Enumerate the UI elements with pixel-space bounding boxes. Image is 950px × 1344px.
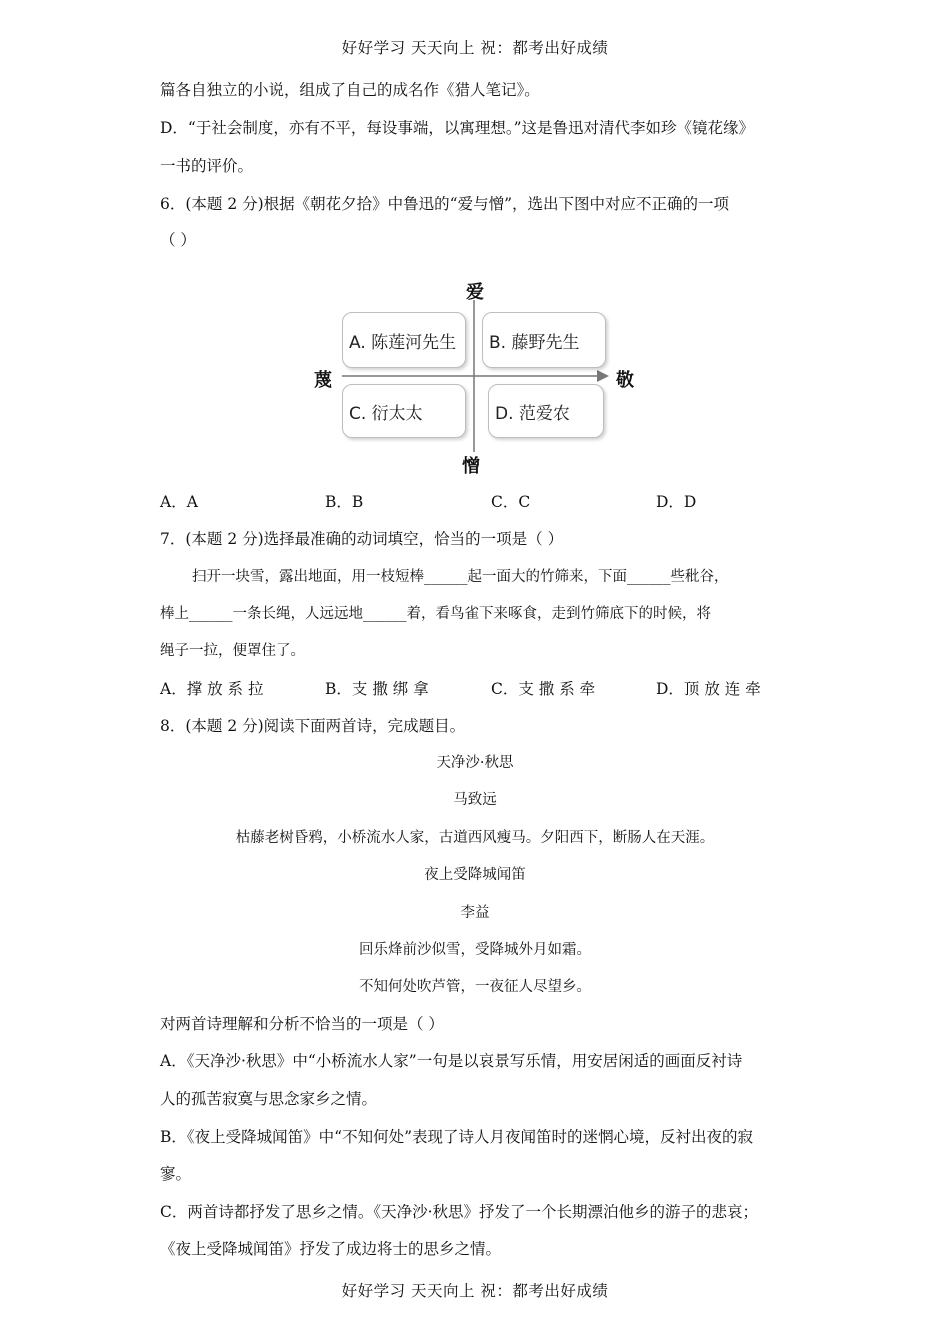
option-d-line: D．“于社会制度，亦有不平，每设事端，以寓理想。”这是鲁迅对清代李如珍《镜花缘》 (160, 119, 755, 137)
poem1-author: 马致远 (453, 792, 497, 808)
love-hate-diagram (300, 270, 650, 480)
poem2-author: 李益 (460, 905, 490, 921)
question-6-bracket: （ ） (160, 231, 196, 249)
poem1-text: 枯藤老树昏鸦，小桥流水人家，古道西风瘦马。夕阳西下，断肠人在天涯。 (235, 830, 715, 846)
q7-passage-line: 棒上______一条长绳，人远远地______着，看鸟雀下来啄食，走到竹筛底下的时候，将 (160, 606, 711, 622)
q8-option-c: C．两首诗都抒发了思乡之情。《天净沙·秋思》抒发了一个长期漂泊他乡的游子的悲哀； (160, 1203, 759, 1221)
axis-label-left: 蔑 (314, 370, 332, 391)
question-8-prompt: 对两首诗理解和分析不恰当的一项是（ ） (160, 1015, 444, 1033)
axis-label-top: 爱 (466, 282, 484, 303)
q6-option-c: C．C (491, 493, 531, 511)
q8-option-b-cont: 寥。 (160, 1165, 192, 1183)
q8-option-a: A．《天净沙·秋思》中“小桥流水人家”一句是以哀景写乐情，用安居闲适的画面反衬诗 (160, 1052, 743, 1070)
q8-option-b: B．《夜上受降城闻笛》中“不知何处”表现了诗人月夜闻笛时的迷惘心境，反衬出夜的寂 (160, 1128, 753, 1146)
diagram-box-a: A. 陈莲河先生 (342, 312, 466, 368)
page-footer: 好好学习 天天向上 祝：都考出好成绩 (341, 1282, 609, 1300)
axis-label-bottom: 憎 (462, 456, 480, 477)
q7-passage-line: 扫开一块雪，露出地面，用一枝短棒______起一面大的竹筛来，下面______些秕谷， (192, 569, 729, 585)
q7-option-a: A．撑 放 系 拉 (160, 680, 264, 698)
q8-option-c-cont: 《夜上受降城闻笛》抒发了成边将士的思乡之情。 (160, 1240, 502, 1258)
q6-option-d: D．D (656, 493, 697, 511)
question-8: 8．(本题 2 分)阅读下面两首诗，完成题目。 (160, 717, 466, 735)
q7-passage-line: 绳子一拉，便罩住了。 (160, 643, 305, 659)
text-line: 一书的评价。 (160, 157, 254, 175)
question-7: 7．(本题 2 分)选择最准确的动词填空，恰当的一项是（ ） (160, 530, 564, 548)
q7-option-c: C．支 撒 系 牵 (491, 680, 596, 698)
text-line: 篇各自独立的小说，组成了自己的成名作《猎人笔记》。 (160, 81, 540, 99)
poem1-title: 天净沙·秋思 (436, 755, 514, 771)
q6-option-b: B．B (325, 493, 364, 511)
q7-option-d: D．顶 放 连 牵 (656, 680, 761, 698)
diagram-box-d: D. 范爱农 (488, 384, 604, 438)
poem2-title: 夜上受降城闻笛 (424, 867, 526, 883)
q6-option-a: A．A (160, 493, 198, 511)
diagram-box-b: B. 藤野先生 (482, 312, 606, 368)
q8-option-a-cont: 人的孤苦寂寞与思念家乡之情。 (160, 1090, 378, 1108)
axis-label-right: 敬 (616, 370, 634, 391)
page-header: 好好学习 天天向上 祝：都考出好成绩 (341, 39, 609, 57)
poem2-line: 回乐烽前沙似雪，受降城外月如霜。 (359, 942, 591, 958)
diagram-box-c: C. 衍太太 (342, 384, 466, 438)
question-6: 6．(本题 2 分)根据《朝花夕拾》中鲁迅的“爱与憎”，选出下图中对应不正确的一项 (160, 195, 730, 213)
poem2-line: 不知何处吹芦管，一夜征人尽望乡。 (359, 979, 591, 995)
q7-option-b: B．支 撒 绑 拿 (325, 680, 429, 698)
